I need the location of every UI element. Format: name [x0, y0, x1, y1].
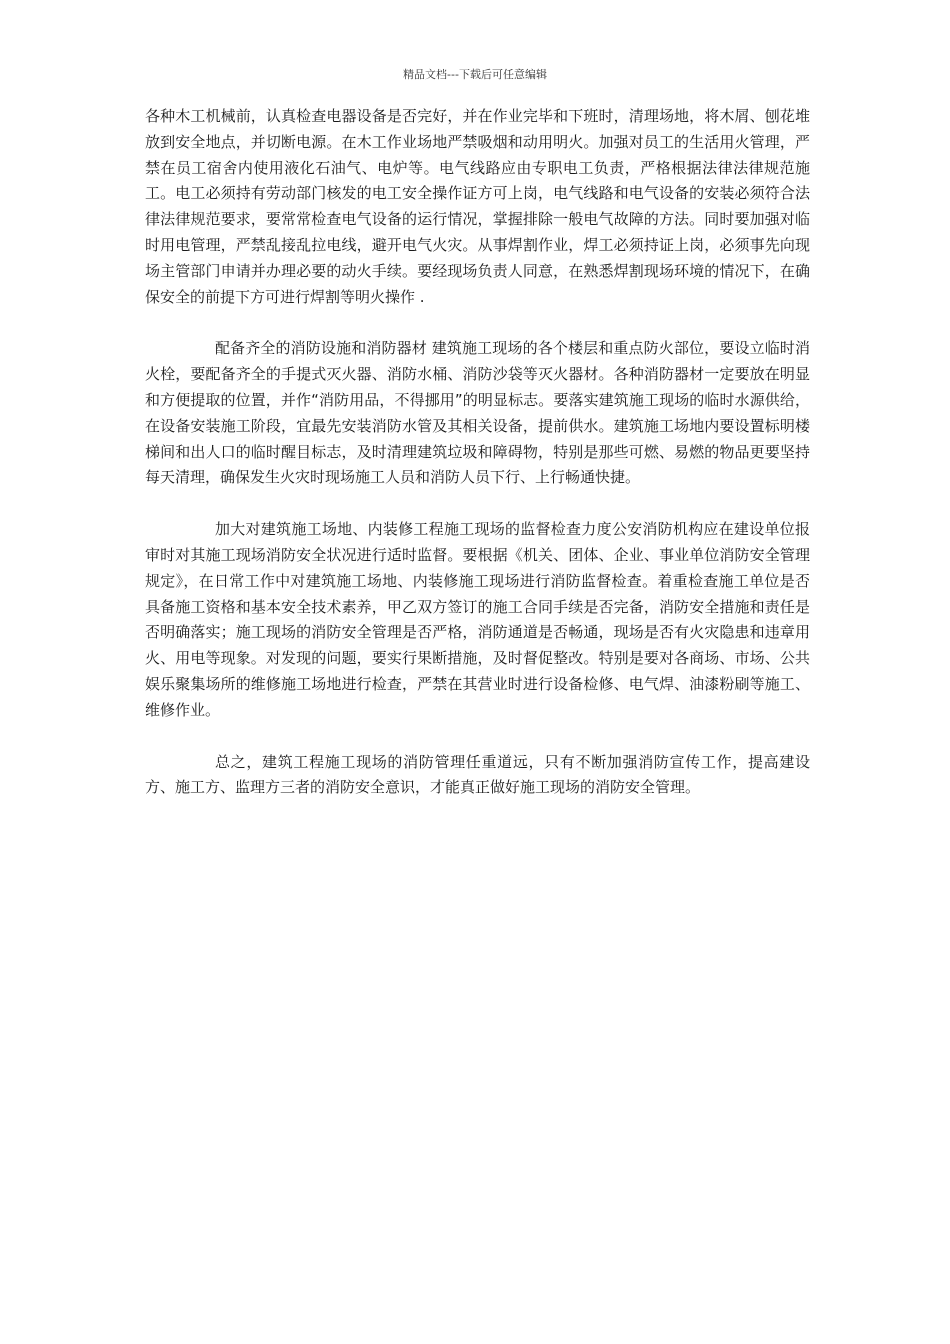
- paragraph-woodwork-electrical: 各种木工机械前，认真检查电器设备是否完好，并在作业完毕和下班时，清理场地，将木屑、刨花堆放到安全地点，并切断电源。在木工作业场地严禁吸烟和动用明火。加强对员工的生活用火管理，严禁在员工宿舍内使用液化石油气、电炉等。电气线路应由专职电工负责，严格根据法律法律规范施工。电工必须持有劳动部门核发的电工安全操作证方可上岗，电气线路和电气设备的安装必须符合法律法律规范要求，要常常检查电气设备的运行情况，掌握排除一般电气故障的方法。同时要加强对临时用电管理，严禁乱接乱拉电线，避开电气火灾。从事焊割作业，焊工必须持证上岗，必须事先向现场主管部门申请并办理必要的动火手续。要经现场负责人同意，在熟悉焊割现场环境的情况下，在确保安全的前提下方可进行焊割等明火操作 .: [145, 107, 810, 306]
- page-header: 精品文档---下载后可任意编辑: [403, 68, 547, 81]
- document-body: [145, 104, 810, 801]
- paragraph-conclusion: 总之，建筑工程施工现场的消防管理任重道远，只有不断加强消防宣传工作，提高建设方、施工方、监理方三者的消防安全意识，才能真正做好施工现场的消防安全管理。: [145, 752, 810, 797]
- paragraph-supervision: 加大对建筑施工场地、内装修工程施工现场的监督检查力度公安消防机构应在建设单位报审时对其施工现场消防安全状况进行适时监督。要根据《机关、团体、企业、事业单位消防安全管理规定》，在日常工作中对建筑施工场地、内装修施工现场进行消防监督检查。着重检查施工单位是否具备施工资格和基本安全技术素养，甲乙双方签订的施工合同手续是否完备，消防安全措施和责任是否明确落实；施工现场的消防安全管理是否严格，消防通道是否畅通，现场是否有火灾隐患和违章用火、用电等现象。对发现的问题，要实行果断措施，及时督促整改。特别是要对各商场、市场、公共娱乐聚集场所的维修施工场地进行检查，严禁在其营业时进行设备检修、电气焊、油漆粉刷等施工、维修作业。: [145, 520, 810, 719]
- paragraph-fire-equipment: 配备齐全的消防设施和消防器材 建筑施工现场的各个楼层和重点防火部位，要设立临时消火栓，要配备齐全的手提式灭火器、消防水桶、消防沙袋等灭火器材。各种消防器材一定要放在明显和方便提取的位置，并作“消防用品，不得挪用”的明显标志。要落实建筑施工现场的临时水源供给，在设备安装施工阶段，宜最先安装消防水管及其相关设备，提前供水。建筑施工场地内要设置标明楼梯间和出人口的临时醒目标志，及时清理建筑垃圾和障碍物，特别是那些可燃、易燃的物品更要坚持每天清理，确保发生火灾时现场施工人员和消防人员下行、上行畅通快捷。: [145, 339, 810, 487]
